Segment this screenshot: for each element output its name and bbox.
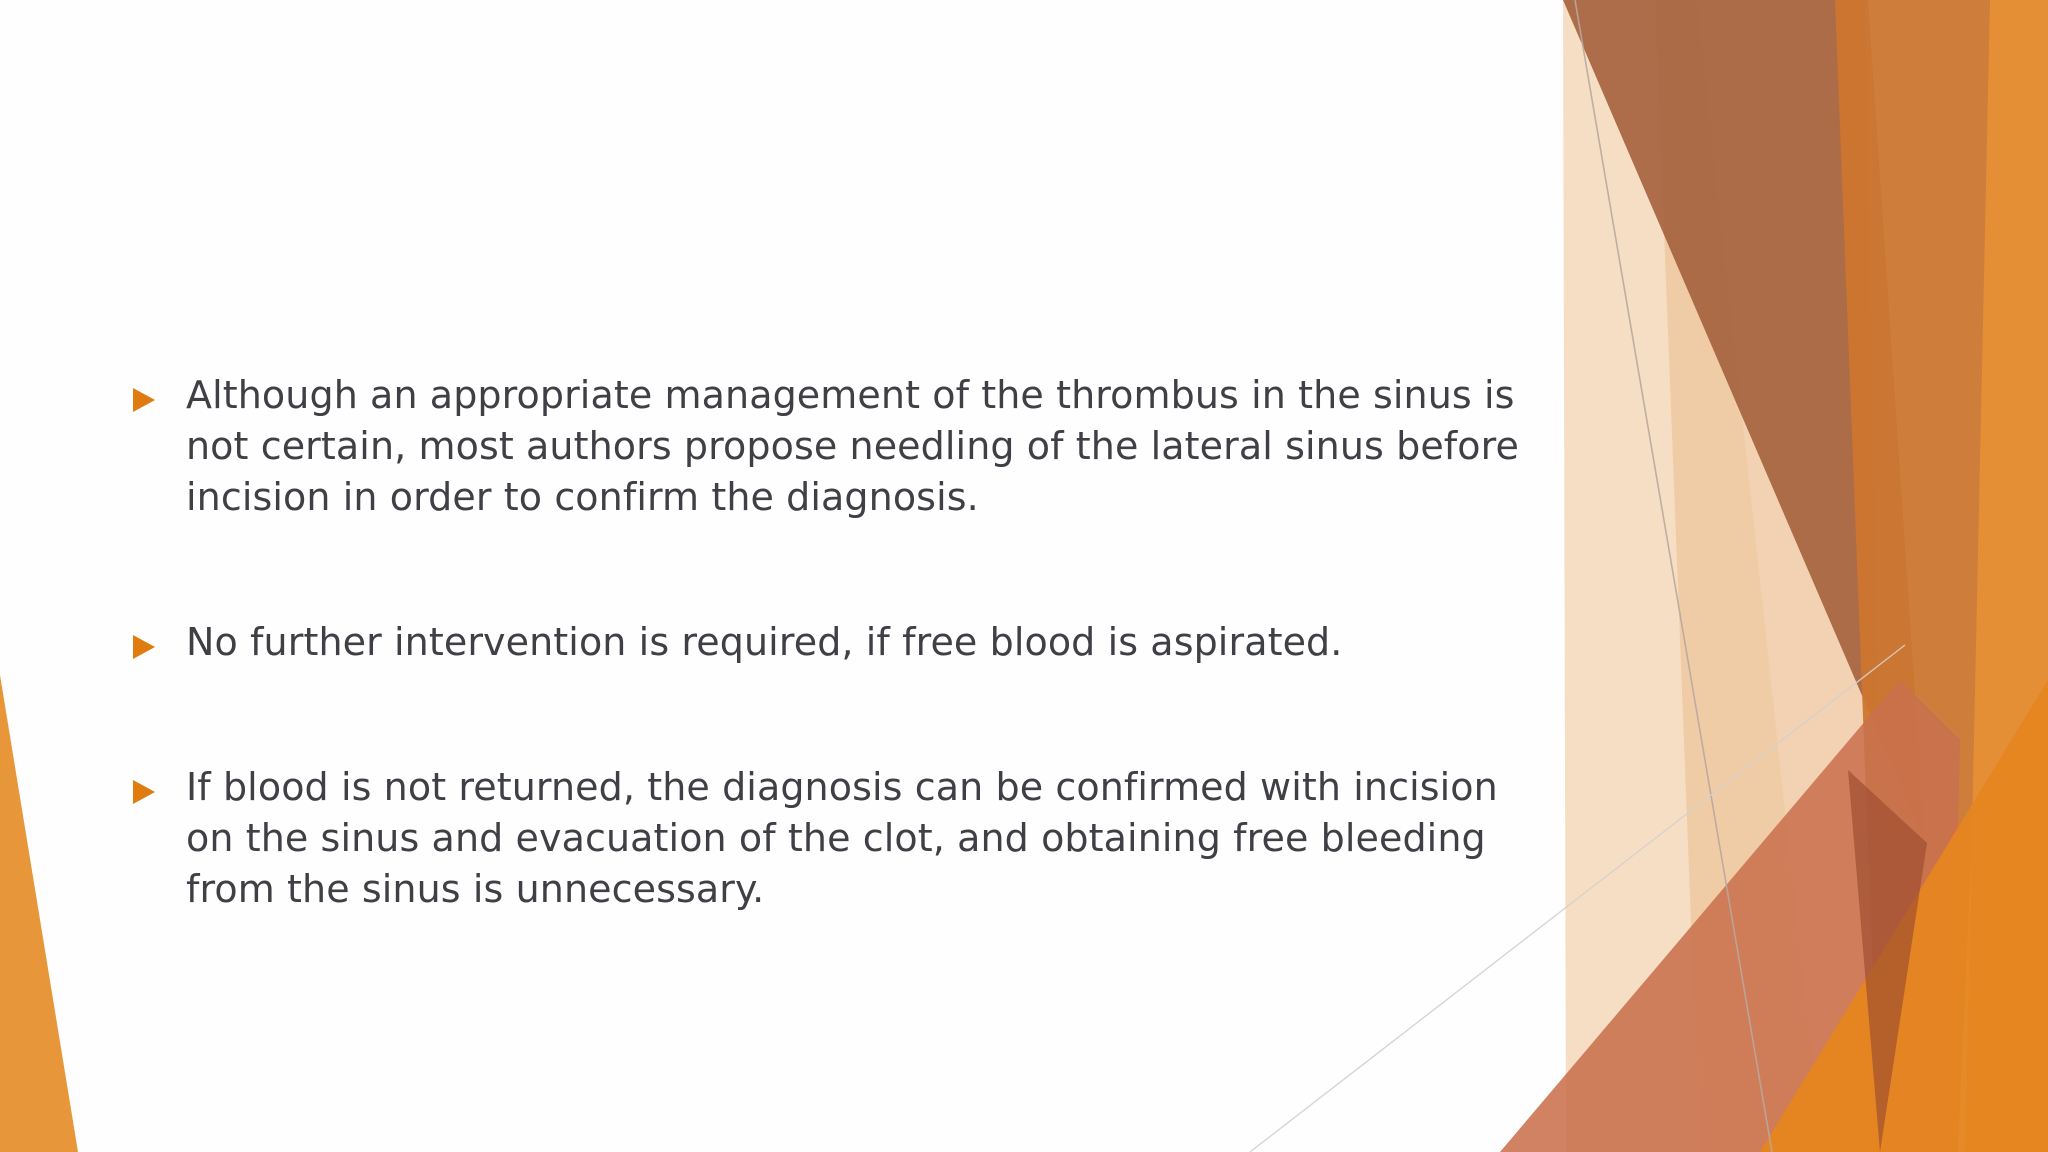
- bullet-text: No further intervention is required, if free blood is aspirated.: [186, 620, 1343, 664]
- bullet-text: Although an appropriate management of the thrombus in the sinus is not certain, most authors propose needling of the lateral sinus before incision in order to confirm the diagnosis.: [186, 373, 1519, 519]
- triangle-right-icon: [130, 385, 158, 415]
- triangle-right-icon: [130, 777, 158, 807]
- triangle-right-icon: [130, 632, 158, 662]
- bullet-text: If blood is not returned, the diagnosis can be confirmed with incision on the sinus and evacuation of the clot, and obtaining free bleeding from the sinus is unnecessary.: [186, 765, 1498, 911]
- bullet-item: [130, 617, 1550, 668]
- bullet-item: [130, 370, 1550, 523]
- bullet-item: [130, 762, 1550, 915]
